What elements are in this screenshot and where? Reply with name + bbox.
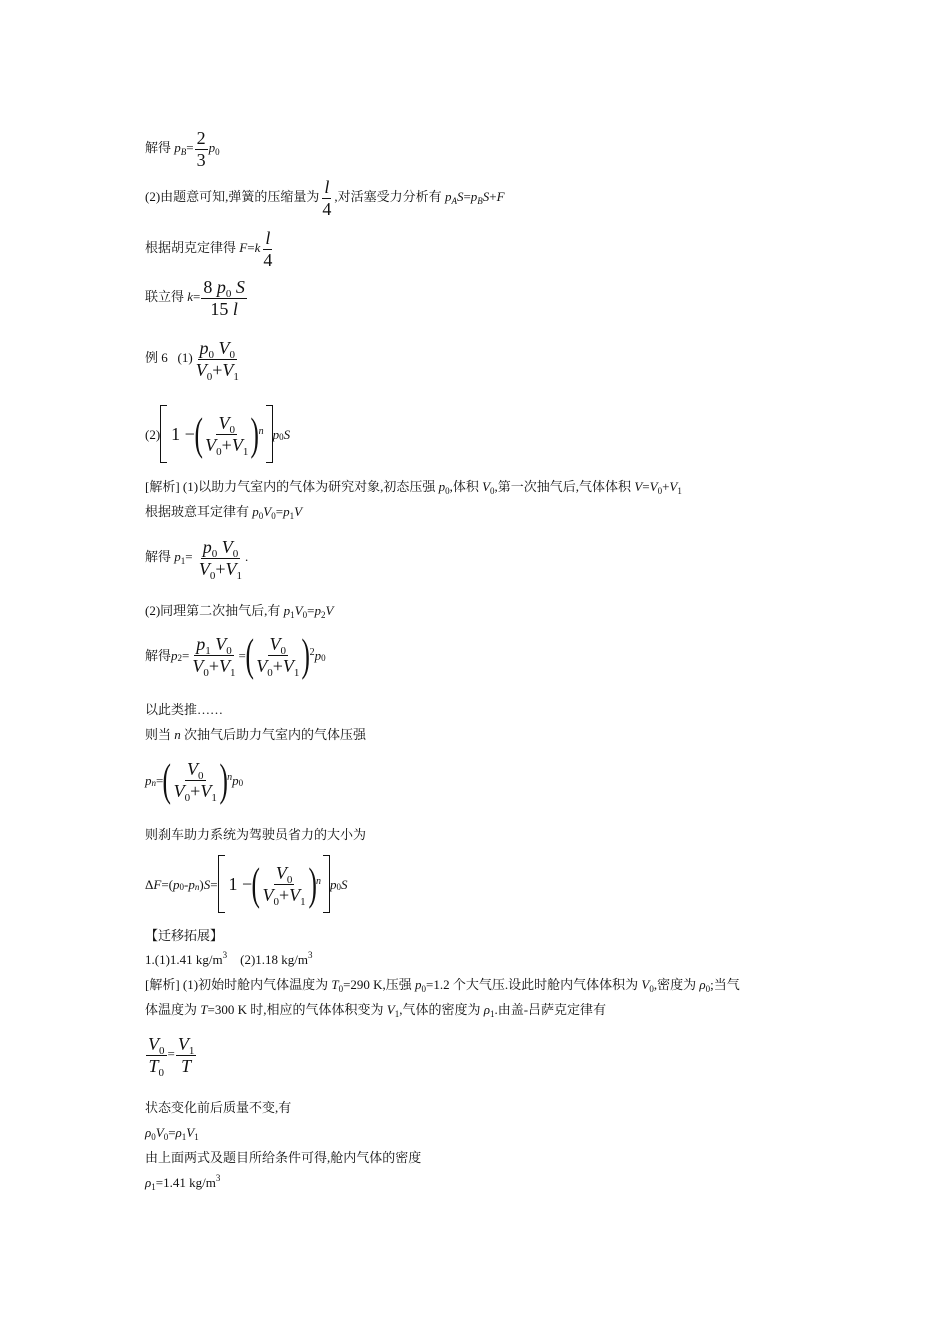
mass-equation: $\rho_0V_0=\rho_1V_1$ — [145, 1125, 199, 1142]
fraction: $\frac{l}{4}$ — [263, 228, 273, 270]
second-pump-line: (2)同理第二次抽气后,有 $p_1V_0=p_2V$ — [145, 603, 334, 620]
fraction: $\frac{p_0 V_0}{V_0+V_1}$ — [198, 537, 243, 582]
analysis2-line-2: 体温度为 T=300 K 时,相应的气体体积变为 $V_1$,气体的密度为 $\rho_1$.由盖-吕萨克定律有 — [145, 1002, 607, 1019]
nth-pump-line: 则当 n 次抽气后助力气室内的气体压强 — [145, 727, 367, 742]
example6-part1: 例 6 (1) $\frac{p_0 V_0}{V_0+V_1}$ — [145, 338, 239, 383]
fraction: $\frac{V_0}{V_0+V_1}$ — [173, 758, 217, 804]
fraction: $\frac{2}{3}$ — [196, 128, 206, 170]
derive-line: 由上面两式及题目所给条件可得,舱内气体的密度 — [145, 1150, 422, 1165]
hooke-law-line: 根据胡克定律得 F=k $\frac{l}{4}$ — [145, 228, 273, 270]
state-change-line: 状态变化前后质量不变,有 — [145, 1100, 292, 1115]
fraction: $\frac{V_1}{T}$ — [177, 1034, 195, 1076]
fraction: $\frac{p_0 V_0}{V_0+V_1}$ — [195, 338, 239, 383]
analogy-line: 以此类推…… — [145, 702, 224, 717]
delta-f-line: Δ F =( p 0 - p n ) S = 1 − ( $\frac{V_0}{V_0+V_1}$ ) n p 0 S — [145, 855, 348, 913]
k-result-line: 联立得 k= $\frac{8 p_0 S}{15 l}$ — [145, 277, 245, 319]
fraction: $\frac{p_1 V_0}{V_0+V_1}$ — [192, 633, 236, 679]
result-pb-line: 解得 $p_B=$ $\frac{2}{3}$ $p_0$ — [145, 128, 220, 170]
boyle-law-line: 根据玻意耳定律有 $p_0V_0=p_1V$ — [145, 504, 303, 521]
example6-part2: (2) 1 − ( $\frac{V_0}{V_0+V_1}$ ) n p 0 S — [145, 405, 290, 463]
solve-p2-line: 解得 p 2 = $\frac{p_1 V_0}{V_0+V_1}$ = ( $\frac{V_0}{V_0+V_1}$ ) 2 p 0 — [145, 629, 326, 680]
gay-lussac-equation: $\frac{V_0}{T_0}$ = $\frac{V_1}{T}$ — [148, 1034, 195, 1079]
fraction: $\frac{l}{4}$ — [322, 177, 332, 219]
pn-line: p n = ( $\frac{V_0}{V_0+V_1}$ ) n p 0 — [145, 754, 244, 805]
rho-result-line: $\rho_1=1.41$ $kg/m^3$ — [145, 1173, 221, 1192]
analysis2-line-1: [解析] (1)初始时舱内气体温度为 $T_0=290$ K,压强 $p_0=1.2$ 个大气压.设此时舱内气体体积为 $V_0$,密度为 $\rho_0$;当气 — [145, 977, 740, 994]
solve-p1-line: 解得 $p_1=$ $\frac{p_0 V_0}{V_0+V_1}$ . — [145, 537, 249, 582]
fraction: $\frac{8 p_0 S}{15 l}$ — [203, 277, 245, 319]
spring-compression-line: (2)由题意可知,弹簧的压缩量为 $\frac{l}{4}$ ,对活塞受力分析有 $p_AS=p_BS+F$ — [145, 177, 505, 219]
fraction: $\frac{V_0}{V_0+V_1}$ — [262, 862, 306, 908]
answer-line: 1.(1)1.41 $kg/m^3$ (2)1.18 $kg/m^3$ — [145, 950, 313, 967]
fraction: $\frac{V_0}{T_0}$ — [148, 1034, 165, 1079]
brake-force-text: 则刹车助力系统为驾驶员省力的大小为 — [145, 827, 367, 842]
fraction: $\frac{V_0}{V_0+V_1}$ — [256, 633, 300, 679]
transfer-title: 【迁移拓展】 — [145, 928, 224, 943]
fraction: $\frac{V_0}{V_0+V_1}$ — [205, 412, 249, 458]
analysis-line-1: [解析] (1)以助力气室内的气体为研究对象,初态压强 $p_0$,体积 $V_0$,第一次抽气后,气体体积 $V=V_0+V_1$ — [145, 479, 682, 496]
